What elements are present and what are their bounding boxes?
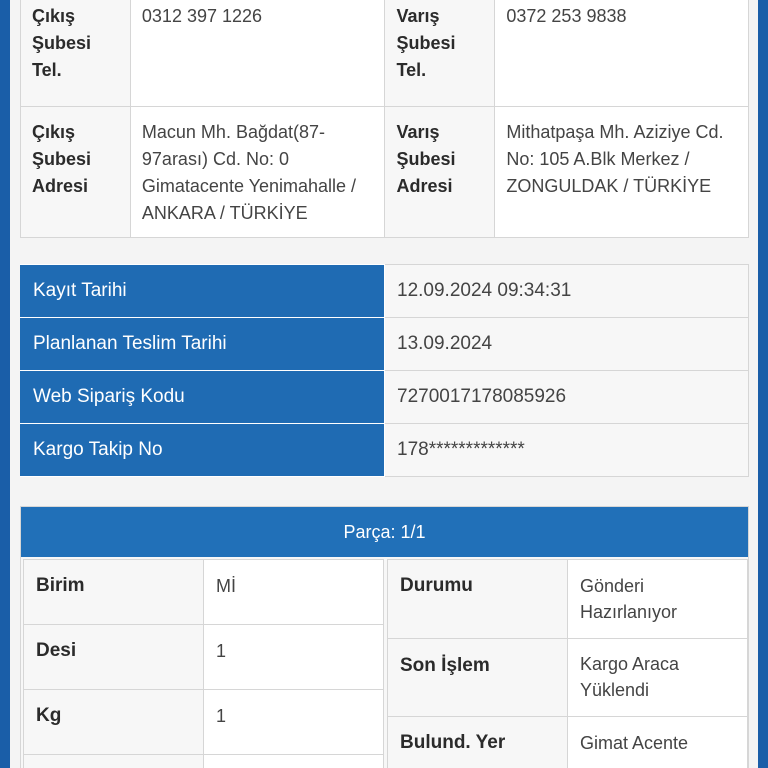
shipment-info-table [20, 264, 749, 477]
table-row [24, 755, 384, 768]
status-value: Gönderi Hazırlanıyor [568, 560, 748, 639]
table-row [24, 625, 384, 690]
web-order-code-label: Web Sipariş Kodu [21, 371, 385, 424]
arrival-address-label: Varış Şubesi Adresi [385, 107, 495, 238]
tracking-number-value: 178************* [385, 424, 749, 477]
parcel-right-table [387, 559, 748, 768]
planned-delivery-label: Planlanan Teslim Tarihi [21, 318, 385, 371]
extra-value [204, 755, 384, 768]
last-operation-label: Son İşlem [388, 639, 568, 717]
web-order-code-value: 7270017178085926 [385, 371, 749, 424]
departure-phone-value: 0312 397 1226 [130, 0, 385, 107]
branch-address-table [20, 0, 749, 238]
planned-delivery-value: 13.09.2024 [385, 318, 749, 371]
arrival-address-value: Mithatpaşa Mh. Aziziye Cd. No: 105 A.Blk Merkez / ZONGULDAK / TÜRKİYE [495, 107, 749, 238]
desi-value: 1 [204, 625, 384, 690]
table-row [388, 639, 748, 717]
parcel-panel [20, 506, 749, 768]
registration-date-label: Kayıt Tarihi [21, 265, 385, 318]
info-row [21, 424, 749, 477]
last-operation-value: Kargo Araca Yüklendi [568, 639, 748, 717]
extra-label [24, 755, 204, 768]
info-row [21, 371, 749, 424]
table-row [388, 560, 748, 639]
arrival-phone-value: 0372 253 9838 [495, 0, 749, 107]
location-label: Bulund. Yer [388, 717, 568, 768]
departure-address-label: Çıkış Şubesi Adresi [21, 107, 131, 238]
unit-value: Mİ [204, 560, 384, 625]
arrival-phone-label: Varış Şubesi Tel. [385, 0, 495, 107]
status-label: Durumu [388, 560, 568, 639]
departure-address-value: Macun Mh. Bağdat(87-97arası) Cd. No: 0 Gimatacente Yenimahalle / ANKARA / TÜRKİYE [130, 107, 385, 238]
location-value: Gimat Acente [568, 717, 748, 768]
table-row [24, 690, 384, 755]
desi-label: Desi [24, 625, 204, 690]
unit-label: Birim [24, 560, 204, 625]
parcel-header: Parça: 1/1 [21, 507, 748, 557]
info-row [21, 318, 749, 371]
info-row [21, 265, 749, 318]
kg-value: 1 [204, 690, 384, 755]
registration-date-value: 12.09.2024 09:34:31 [385, 265, 749, 318]
table-row [388, 717, 748, 768]
tracking-number-label: Kargo Takip No [21, 424, 385, 477]
table-row [24, 560, 384, 625]
parcel-left-table [23, 559, 384, 768]
departure-phone-label: Çıkış Şubesi Tel. [21, 0, 131, 107]
kg-label: Kg [24, 690, 204, 755]
shipment-detail-page [10, 0, 758, 768]
